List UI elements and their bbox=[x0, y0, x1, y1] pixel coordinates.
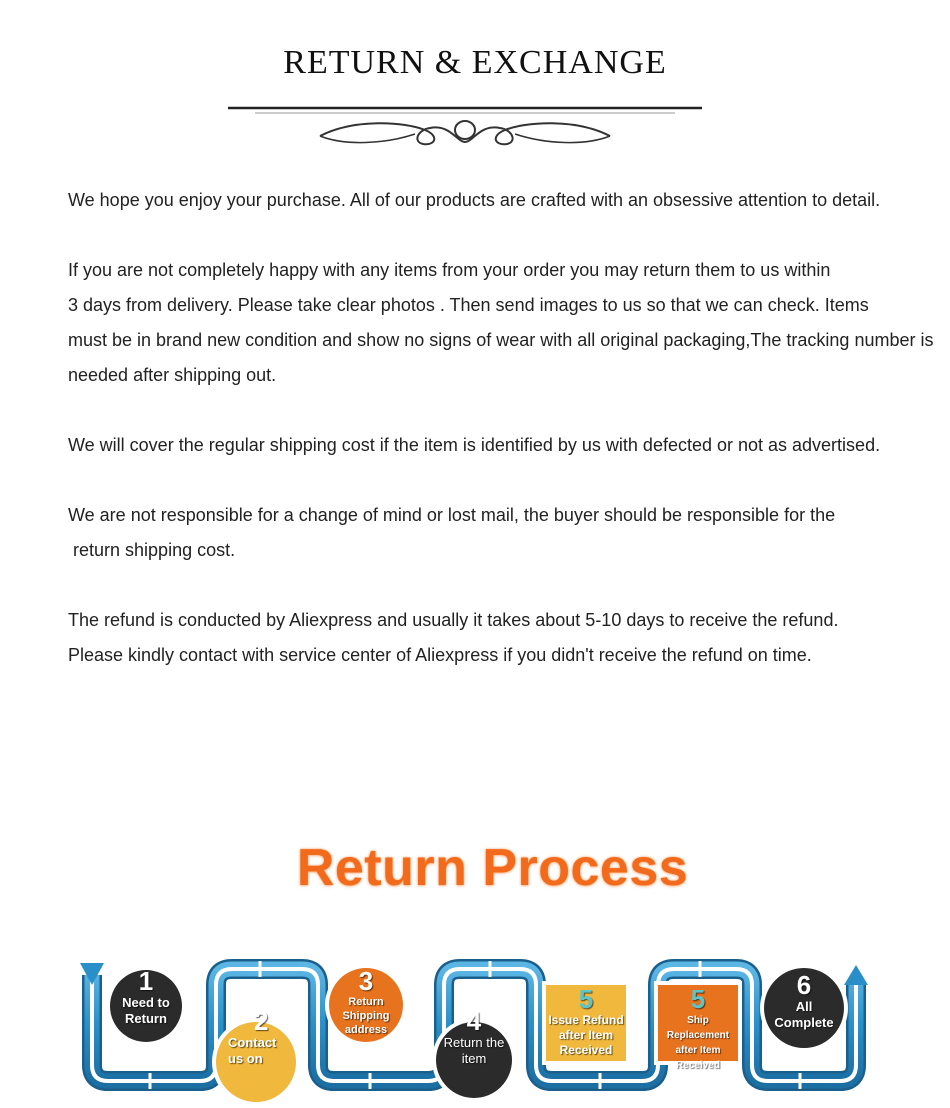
end-arrow-icon bbox=[844, 965, 868, 985]
step-5a-text: 5 Issue Refund after Item Received bbox=[548, 984, 624, 1057]
step-1-text: 1 Need to Return bbox=[122, 966, 170, 1026]
step-2-text: 2 Contact us on bbox=[228, 1006, 277, 1066]
paragraph: We hope you enjoy your purchase. All of our products are crafted with an obsessive attention to detail. bbox=[68, 190, 881, 210]
divider-ornament bbox=[225, 100, 705, 160]
paragraph: We are not responsible for a change of mind or lost mail, the buyer should be responsible for the return shipping cost. bbox=[68, 505, 836, 560]
step-6-text: 6 All Complete bbox=[774, 970, 834, 1030]
paragraph: We will cover the regular shipping cost if the item is identified by us with defected or not as advertised. bbox=[68, 435, 881, 455]
paragraph: If you are not completely happy with any items from your order you may return them to us within 3 days from delivery. Please take clear photos . Then send images to us so that we can check. Items must be in brand new condition and show no signs of wear with all original packaging,The tracking number is needed after shipping out. bbox=[68, 260, 934, 385]
process-title: Return Process bbox=[296, 839, 689, 897]
return-process-diagram bbox=[70, 955, 890, 1105]
paragraph: The refund is conducted by Aliexpress and usually it takes about 5-10 days to receive the refund. Please kindly contact with service center of Aliexpress if you didn't receive the refund on time. bbox=[68, 610, 839, 665]
policy-text bbox=[68, 183, 943, 708]
page-title: RETURN & EXCHANGE bbox=[283, 44, 667, 81]
step-4-text: 4 Return the item bbox=[443, 1006, 505, 1066]
step-5b-text: 5 Ship Replacement after Item Received bbox=[666, 984, 730, 1071]
step-3-text: 3 Return Shipping address bbox=[342, 966, 390, 1036]
